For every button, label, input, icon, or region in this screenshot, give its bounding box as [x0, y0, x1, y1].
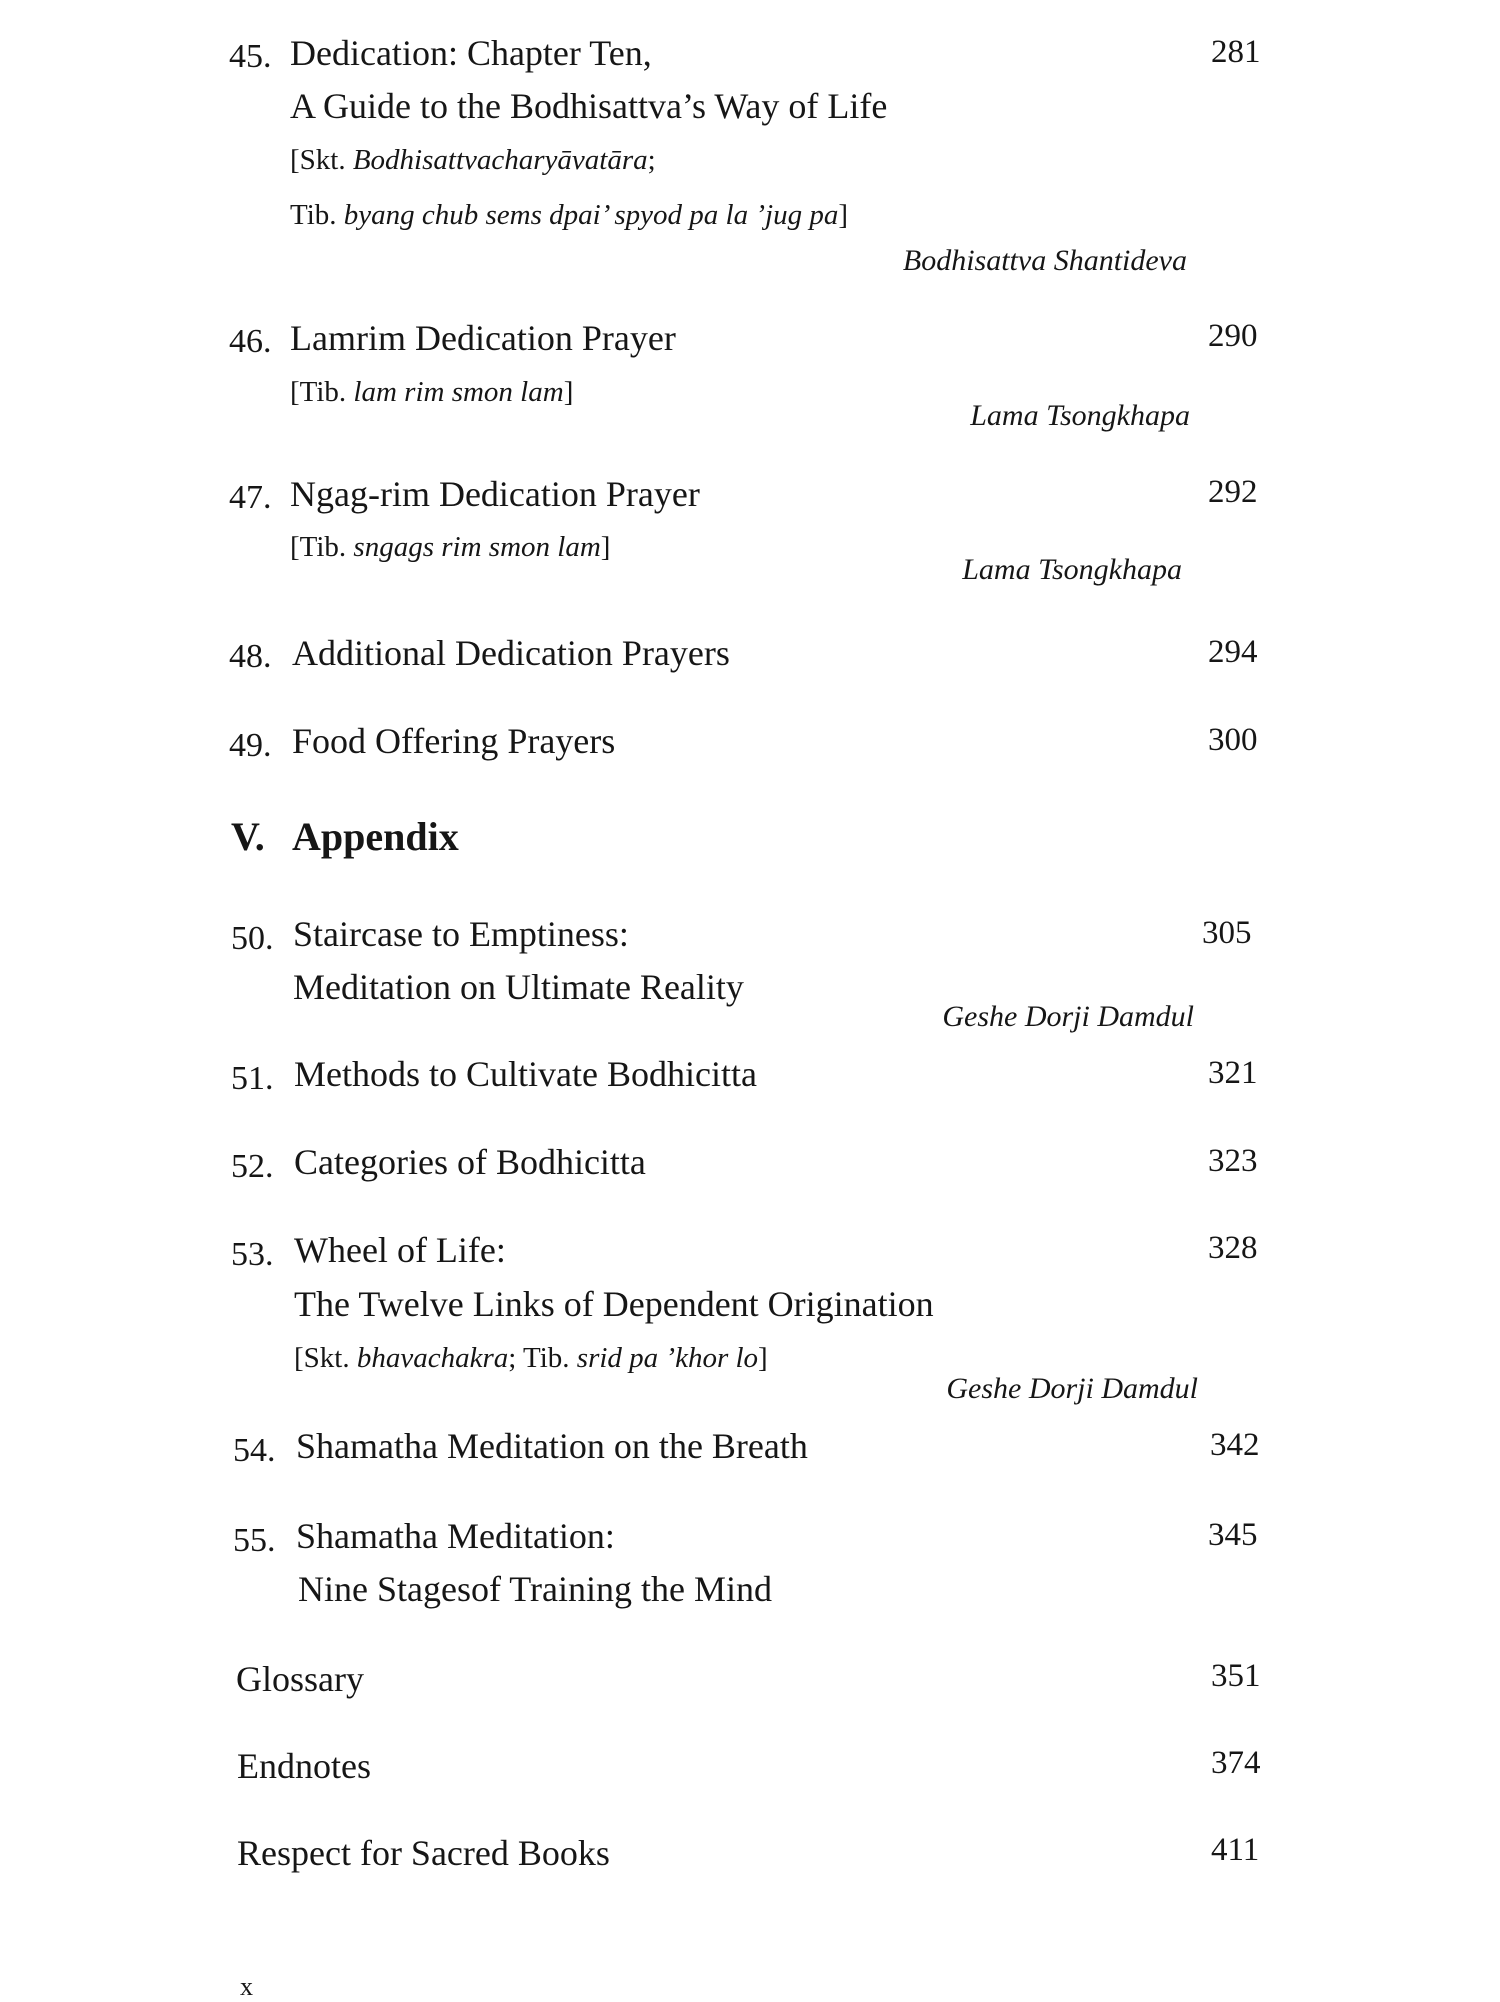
entry-number: 49. [229, 727, 272, 764]
entry-title: Staircase to Emptiness: [293, 914, 629, 954]
entry-author: Bodhisattva Shantideva [902, 244, 1187, 277]
section-numeral: V. [231, 814, 265, 859]
entry-title: Food Offering Prayers [292, 721, 616, 761]
glossary-page: 351 [1211, 1658, 1261, 1694]
entry-page: 321 [1208, 1055, 1258, 1091]
entry-subtitle-line2: Tib. byang chub sems dpai’ spyod pa la ’jug pa] [290, 199, 848, 231]
entry-number: 48. [229, 638, 272, 675]
entry-title: Additional Dedication Prayers [292, 633, 730, 673]
entry-author: Lama Tsongkhapa [970, 399, 1190, 432]
entry-title: Shamatha Meditation: [296, 1516, 615, 1556]
entry-title: Categories of Bodhicitta [294, 1142, 646, 1182]
entry-page: 345 [1208, 1517, 1258, 1553]
entry-title: Methods to Cultivate Bodhicitta [294, 1054, 757, 1094]
entry-author: Geshe Dorji Damdul [946, 1372, 1198, 1405]
entry-subtitle: [Tib. lam rim smon lam] [290, 376, 574, 408]
entry-title: Dedication: Chapter Ten, [290, 33, 652, 73]
entry-page: 292 [1208, 474, 1258, 510]
entry-title: Lamrim Dedication Prayer [290, 318, 676, 358]
entry-page: 300 [1208, 722, 1258, 758]
entry-number: 46. [229, 323, 272, 360]
entry-number: 51. [231, 1060, 274, 1097]
respect-page: 411 [1211, 1832, 1260, 1868]
page-folio: x [240, 1972, 253, 2001]
entry-title: Ngag-rim Dedication Prayer [290, 474, 700, 514]
entry-number: 45. [229, 38, 272, 75]
entry-subtitle: [Skt. bhavachakra; Tib. srid pa ’khor lo] [294, 1342, 768, 1374]
entry-title-line2: Nine Stagesof Training the Mind [298, 1569, 772, 1609]
entry-number: 55. [233, 1522, 276, 1559]
entry-page: 342 [1210, 1427, 1260, 1463]
entry-number: 47. [229, 479, 272, 516]
entry-page: 323 [1208, 1143, 1258, 1179]
glossary-title: Glossary [236, 1659, 364, 1699]
entry-page: 290 [1208, 318, 1258, 354]
section-title: Appendix [292, 814, 459, 859]
entry-author: Geshe Dorji Damdul [942, 1000, 1194, 1033]
entry-page: 328 [1208, 1230, 1258, 1266]
respect-title: Respect for Sacred Books [237, 1833, 610, 1873]
entry-author: Lama Tsongkhapa [962, 553, 1182, 586]
entry-page: 281 [1211, 34, 1261, 70]
entry-title-line2: Meditation on Ultimate Reality [293, 967, 744, 1007]
entry-number: 54. [233, 1432, 276, 1469]
entry-subtitle: [Tib. sngags rim smon lam] [290, 531, 611, 563]
entry-number: 53. [231, 1236, 274, 1273]
entry-number: 52. [231, 1148, 274, 1185]
entry-number: 50. [231, 920, 274, 957]
entry-subtitle: [Skt. Bodhisattvacharyāvatāra; [290, 144, 656, 176]
endnotes-page: 374 [1211, 1745, 1261, 1781]
entry-page: 294 [1208, 634, 1258, 670]
entry-title-line2: The Twelve Links of Dependent Origination [294, 1284, 934, 1324]
endnotes-title: Endnotes [237, 1746, 371, 1786]
entry-page: 305 [1202, 915, 1252, 951]
entry-title: Shamatha Meditation on the Breath [296, 1426, 808, 1466]
entry-title: Wheel of Life: [294, 1230, 506, 1270]
entry-title-line2: A Guide to the Bodhisattva’s Way of Life [290, 86, 888, 126]
